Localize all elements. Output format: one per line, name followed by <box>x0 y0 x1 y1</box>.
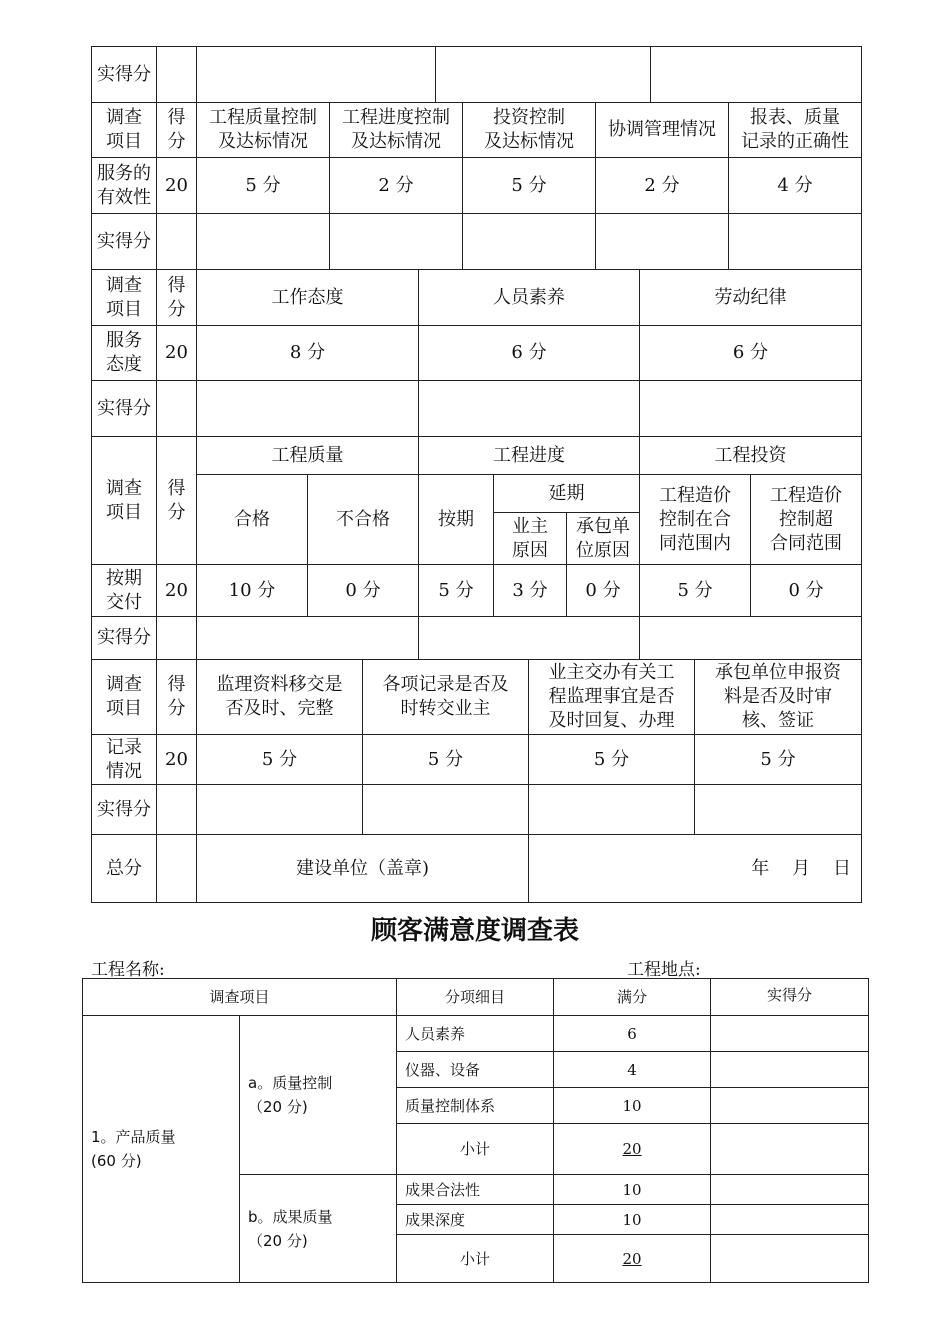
sub-header-contractor-reason: 承包单 位原因 <box>567 513 640 565</box>
sub-category-output-quality: b。成果质量 （20 分) <box>240 1175 397 1283</box>
sub-header-cost-within: 工程造价 控制在合 同范围内 <box>640 475 751 565</box>
item-label: 调查 项目 <box>92 437 157 565</box>
actual-score-cell[interactable] <box>197 617 419 660</box>
detail-item: 质量控制体系 <box>397 1088 554 1124</box>
score-value: 6 分 <box>640 326 862 381</box>
actual-score-label: 实得分 <box>92 381 157 437</box>
table-block-service-effectiveness <box>91 102 862 270</box>
detail-item: 成果合法性 <box>397 1175 554 1205</box>
score-value: 5 分 <box>419 565 494 617</box>
row-label: 服务的 有效性 <box>92 158 157 214</box>
score-value: 0 分 <box>751 565 862 617</box>
sub-header-fail: 不合格 <box>308 475 419 565</box>
criteria-header: 工程质量控制 及达标情况 <box>197 103 330 158</box>
actual-score-label: 实得分 <box>92 47 157 103</box>
criteria-header: 投资控制 及达标情况 <box>463 103 596 158</box>
detail-item: 成果深度 <box>397 1205 554 1235</box>
actual-score-total-cell[interactable] <box>157 617 197 660</box>
actual-score-cell[interactable] <box>197 47 436 103</box>
actual-score-label: 实得分 <box>92 214 157 270</box>
actual-score-cell[interactable] <box>529 785 695 835</box>
table-block-service-attitude <box>91 269 862 437</box>
survey-title: 顾客满意度调查表 <box>370 916 579 946</box>
table-block-record-status <box>91 659 862 835</box>
actual-score-cell[interactable] <box>363 785 529 835</box>
sub-header-cost-over: 工程造价 控制超 合同范围 <box>751 475 862 565</box>
owner-stamp-label: 建设单位（盖章) <box>197 835 529 903</box>
criteria-header: 劳动纪律 <box>640 270 862 326</box>
subtotal-value: 20 <box>554 1235 711 1283</box>
actual-score-cell[interactable] <box>419 617 640 660</box>
category-product-quality: 1。产品质量 (60 分) <box>83 1016 240 1283</box>
date-label: 年 月 日 <box>529 835 862 903</box>
score-label: 得 分 <box>157 270 197 326</box>
criteria-header: 工程进度控制 及达标情况 <box>330 103 463 158</box>
table-block-1 <box>91 46 862 103</box>
actual-score-cell[interactable] <box>651 47 862 103</box>
actual-score-cell[interactable] <box>463 214 596 270</box>
sub-header-owner-reason: 业主 原因 <box>494 513 567 565</box>
score-label: 得 分 <box>157 103 197 158</box>
col-header-sub-item: 分项细目 <box>397 979 554 1016</box>
sub-header-on-time: 按期 <box>419 475 494 565</box>
score-value: 6 分 <box>419 326 640 381</box>
actual-score-total-cell[interactable] <box>157 381 197 437</box>
item-label: 调查 项目 <box>92 270 157 326</box>
full-score: 10 <box>554 1088 711 1124</box>
subtotal-label: 小计 <box>397 1235 554 1283</box>
actual-score-total-cell[interactable] <box>157 47 197 103</box>
criteria-header: 监理资料移交是 否及时、完整 <box>197 660 363 735</box>
actual-score-cell[interactable] <box>436 47 651 103</box>
row-total: 20 <box>157 565 197 617</box>
sub-header-pass: 合格 <box>197 475 308 565</box>
row-label: 按期 交付 <box>92 565 157 617</box>
criteria-header: 工作态度 <box>197 270 419 326</box>
detail-item: 仪器、设备 <box>397 1052 554 1088</box>
project-site-label: 工程地点: <box>627 960 701 980</box>
actual-score-total-cell[interactable] <box>157 785 197 835</box>
criteria-header: 人员素养 <box>419 270 640 326</box>
item-label: 调查 项目 <box>92 660 157 735</box>
actual-score-cell[interactable] <box>711 1088 869 1124</box>
full-score: 6 <box>554 1016 711 1052</box>
actual-score-cell[interactable] <box>695 785 862 835</box>
actual-score-cell[interactable] <box>711 1175 869 1205</box>
criteria-header: 承包单位申报资 料是否及时审 核、签证 <box>695 660 862 735</box>
col-header-actual-score: 实得分 <box>711 979 869 1016</box>
group-header-investment: 工程投资 <box>640 437 862 475</box>
score-value: 5 分 <box>529 735 695 785</box>
actual-score-cell[interactable] <box>197 214 330 270</box>
criteria-header: 业主交办有关工 程监理事宜是否 及时回复、办理 <box>529 660 695 735</box>
col-header-item: 调查项目 <box>83 979 397 1016</box>
actual-score-cell[interactable] <box>711 1235 869 1283</box>
actual-score-cell[interactable] <box>330 214 463 270</box>
customer-satisfaction-table <box>82 978 869 1283</box>
row-total: 20 <box>157 326 197 381</box>
actual-score-cell[interactable] <box>729 214 862 270</box>
full-score: 4 <box>554 1052 711 1088</box>
row-label: 记录 情况 <box>92 735 157 785</box>
actual-score-cell[interactable] <box>596 214 729 270</box>
row-total: 20 <box>157 158 197 214</box>
full-score: 10 <box>554 1205 711 1235</box>
score-value: 5 分 <box>197 735 363 785</box>
criteria-header: 各项记录是否及 时转交业主 <box>363 660 529 735</box>
sub-category-quality-control: a。质量控制 （20 分) <box>240 1016 397 1175</box>
project-name-label: 工程名称: <box>91 960 165 980</box>
criteria-header: 协调管理情况 <box>596 103 729 158</box>
score-label: 得 分 <box>157 437 197 565</box>
score-value: 3 分 <box>494 565 567 617</box>
table-total-row <box>91 834 862 903</box>
actual-score-cell[interactable] <box>711 1052 869 1088</box>
actual-score-cell[interactable] <box>640 381 862 437</box>
actual-score-total-cell[interactable] <box>157 214 197 270</box>
actual-score-cell[interactable] <box>197 785 363 835</box>
total-score-label: 总分 <box>92 835 157 903</box>
actual-score-cell[interactable] <box>640 617 862 660</box>
actual-score-cell[interactable] <box>197 381 419 437</box>
criteria-header: 报表、质量 记录的正确性 <box>729 103 862 158</box>
row-total: 20 <box>157 735 197 785</box>
score-value: 4 分 <box>729 158 862 214</box>
actual-score-cell[interactable] <box>711 1205 869 1235</box>
group-header-progress: 工程进度 <box>419 437 640 475</box>
score-value: 5 分 <box>695 735 862 785</box>
actual-score-label: 实得分 <box>92 785 157 835</box>
actual-score-cell[interactable] <box>711 1124 869 1175</box>
score-value: 5 分 <box>197 158 330 214</box>
col-header-full-score: 满分 <box>554 979 711 1016</box>
total-score-cell[interactable] <box>157 835 197 903</box>
detail-item: 人员素养 <box>397 1016 554 1052</box>
score-value: 5 分 <box>463 158 596 214</box>
score-value: 0 分 <box>308 565 419 617</box>
full-score: 10 <box>554 1175 711 1205</box>
score-value: 2 分 <box>596 158 729 214</box>
actual-score-label: 实得分 <box>92 617 157 660</box>
group-header-quality: 工程质量 <box>197 437 419 475</box>
item-label: 调查 项目 <box>92 103 157 158</box>
actual-score-cell[interactable] <box>419 381 640 437</box>
score-value: 5 分 <box>640 565 751 617</box>
score-value: 2 分 <box>330 158 463 214</box>
row-label: 服务 态度 <box>92 326 157 381</box>
score-value: 5 分 <box>363 735 529 785</box>
actual-score-cell[interactable] <box>711 1016 869 1052</box>
table-block-on-time-delivery <box>91 436 862 660</box>
sub-header-delay: 延期 <box>494 475 640 513</box>
score-value: 0 分 <box>567 565 640 617</box>
subtotal-label: 小计 <box>397 1124 554 1175</box>
score-value: 8 分 <box>197 326 419 381</box>
subtotal-value: 20 <box>554 1124 711 1175</box>
score-label: 得 分 <box>157 660 197 735</box>
score-value: 10 分 <box>197 565 308 617</box>
